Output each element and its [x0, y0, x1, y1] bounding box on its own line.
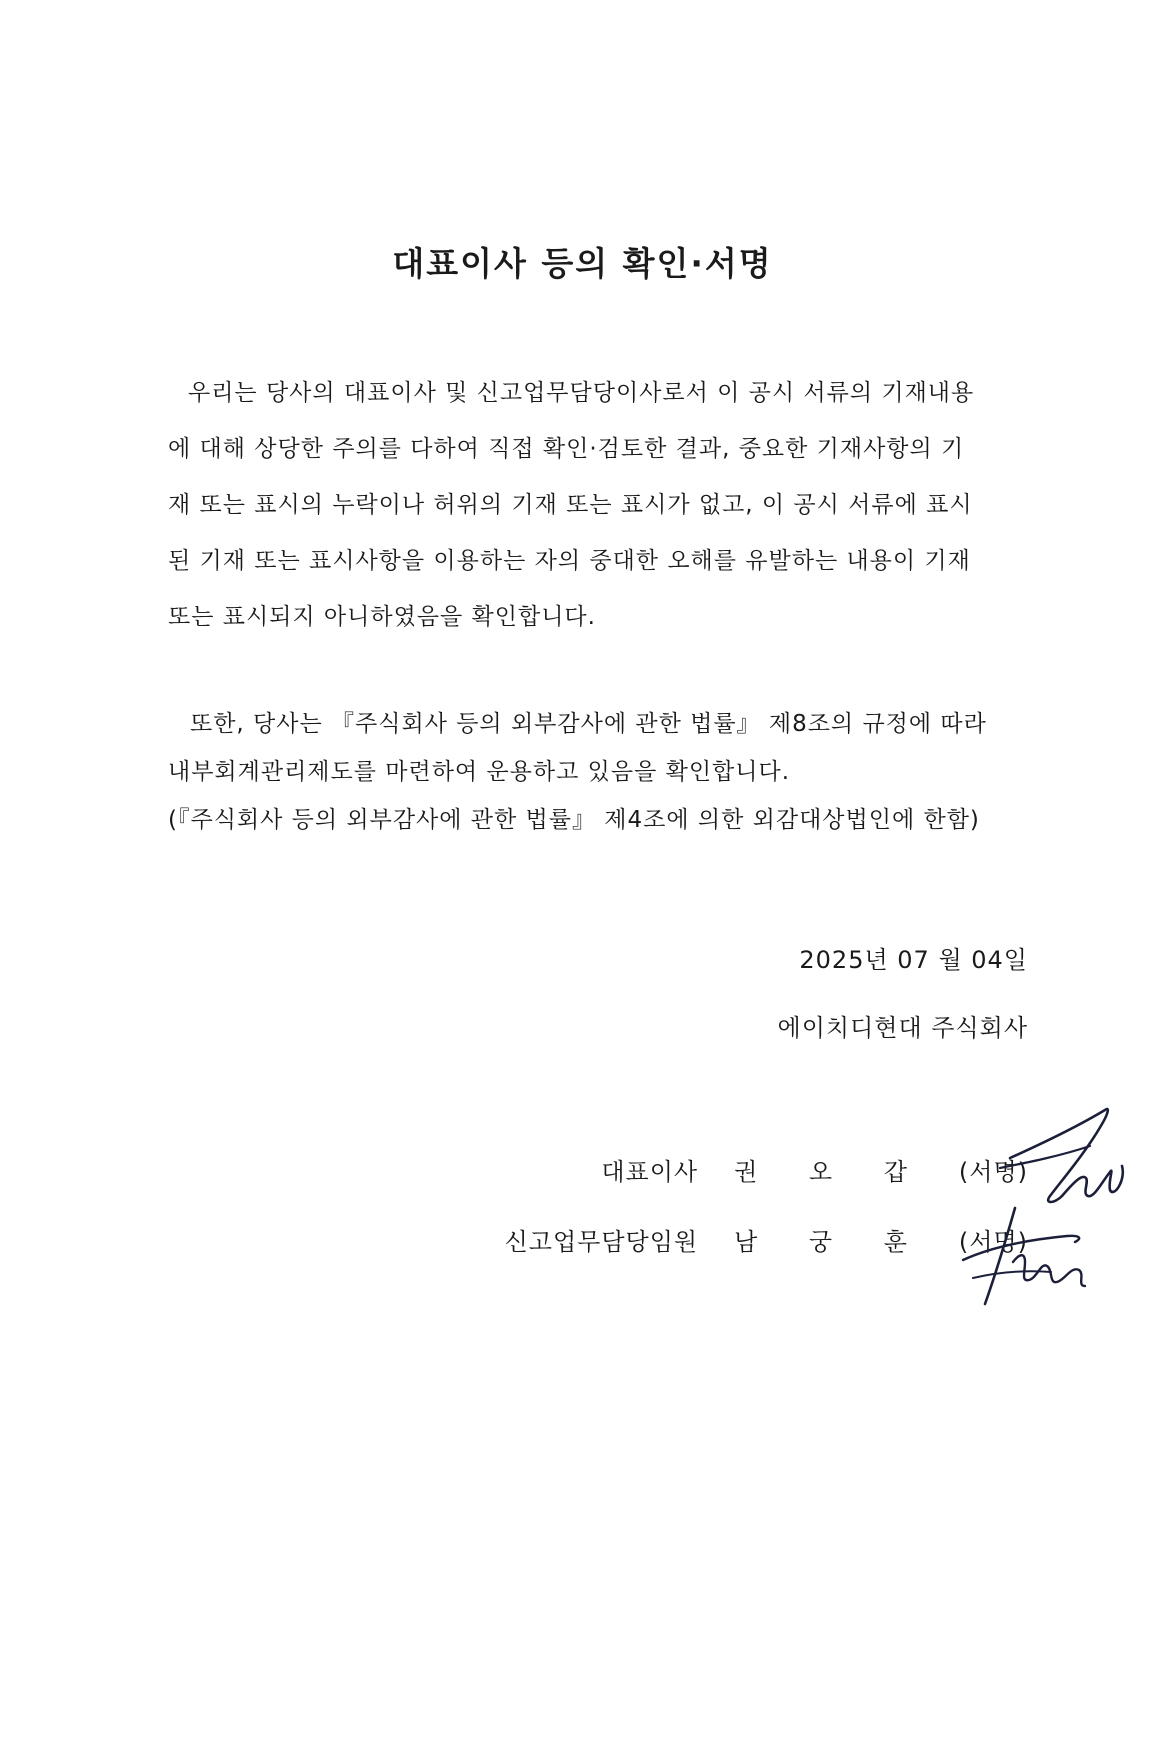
- signer-role: 대표이사: [601, 1158, 699, 1186]
- signer-row-disclosure-officer: [505, 1222, 1028, 1257]
- document-title: 대표이사 등의 확인·서명: [392, 244, 773, 283]
- internal-control-paragraph: [168, 700, 1028, 844]
- signer-row-ceo: [601, 1152, 1028, 1187]
- paragraph-line: 또는 표시되지 아니하였음을 확인합니다.: [168, 604, 596, 630]
- document-date: 2025년 07 월 04일: [799, 946, 1028, 974]
- paragraph-line: 재 또는 표시의 누락이나 허위의 기재 또는 표시가 없고, 이 공시 서류에 표시: [168, 492, 973, 518]
- signature-mark-label: (서명): [958, 1158, 1028, 1186]
- paragraph-line: 내부회계관리제도를 마련하여 운용하고 있음을 확인합니다.: [168, 759, 791, 785]
- paragraph-line: 우리는 당사의 대표이사 및 신고업무담당이사로서 이 공시 서류의 기재내용: [188, 380, 975, 406]
- paragraph-line: 또한, 당사는 『주식회사 등의 외부감사에 관한 법률』 제8조의 규정에 따라: [190, 711, 987, 737]
- paragraph-line: 에 대해 상당한 주의를 다하여 직접 확인·검토한 결과, 중요한 기재사항의 기: [168, 436, 965, 462]
- signer-name: 남 궁 훈: [734, 1228, 929, 1256]
- paragraph-line: (『주식회사 등의 외부감사에 관한 법률』 제4조에 의한 외감대상법인에 한함): [168, 807, 980, 833]
- paragraph-line: 된 기재 또는 표시사항을 이용하는 자의 중대한 오해를 유발하는 내용이 기재: [168, 548, 971, 574]
- company-name: 에이치디현대 주식회사: [777, 1014, 1028, 1042]
- signer-name: 권 오 갑: [734, 1158, 929, 1186]
- signature-mark-label: (서명): [958, 1228, 1028, 1256]
- confirmation-paragraph: [168, 365, 1028, 645]
- signer-role: 신고업무담당임원: [504, 1228, 699, 1256]
